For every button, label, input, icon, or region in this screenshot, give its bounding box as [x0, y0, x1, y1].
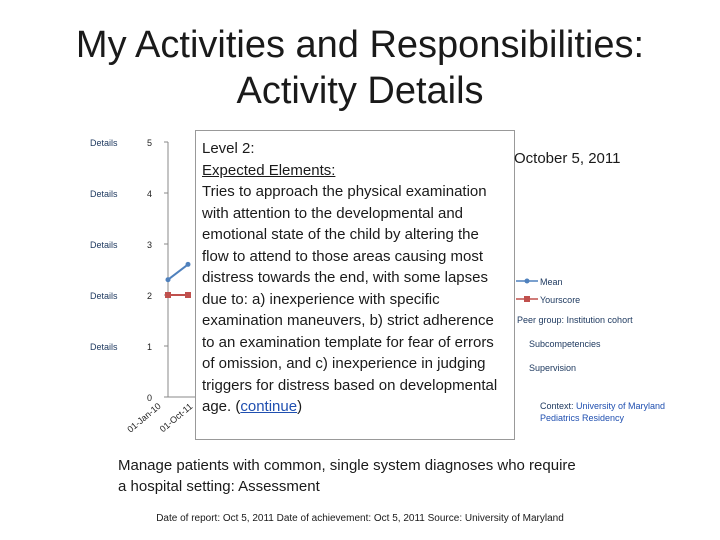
date-heading: October 5, 2011 — [514, 150, 621, 167]
series-line-mean — [168, 264, 188, 279]
subcompetencies-link[interactable]: Subcompetencies — [529, 339, 601, 349]
legend-your-score-swatch — [516, 294, 540, 304]
y-tick-1: 1 — [147, 342, 153, 352]
popup-link-open: ( — [235, 398, 241, 415]
details-link-5[interactable]: Details — [90, 342, 118, 352]
y-tick-3: 3 — [147, 240, 153, 250]
details-link-3[interactable]: Details — [90, 240, 118, 250]
x-tick-label: 01-Jan-10 — [125, 400, 163, 435]
y-tick-5: 5 — [147, 138, 153, 148]
context-label: Context: — [540, 401, 577, 411]
x-tick-labels — [125, 401, 194, 435]
legend-your-score: Yourscore — [540, 295, 581, 305]
chart-series — [165, 262, 191, 298]
legend-mean-marker — [525, 279, 530, 284]
your-score-point — [185, 292, 191, 298]
mean-point — [186, 262, 191, 267]
legend-mean-swatch — [516, 276, 540, 286]
context-org-line-1: University of Maryland — [576, 401, 666, 411]
details-link-1[interactable]: Details — [90, 138, 118, 148]
legend-mean: Mean — [540, 277, 563, 287]
details-link-4[interactable]: Details — [90, 291, 118, 301]
popup-link-close: ) — [297, 398, 303, 415]
mean-point — [166, 277, 171, 282]
your-score-point — [165, 292, 171, 298]
context-info — [540, 400, 665, 424]
title-line-2: Activity Details — [236, 70, 484, 112]
y-tick-0: 0 — [147, 393, 153, 403]
title-line-1: My Activities and Responsibilities: — [75, 24, 645, 66]
details-link-2[interactable]: Details — [90, 189, 118, 199]
y-tick-2: 2 — [147, 291, 153, 301]
context-org-line-2: Pediatrics Residency — [540, 413, 625, 423]
y-tick-4: 4 — [147, 189, 153, 199]
supervision-link[interactable]: Supervision — [529, 363, 577, 373]
x-tick-label: 01-Oct-11 — [157, 401, 195, 435]
legend-your-score-marker — [524, 296, 530, 302]
popup-heading: Expected Elements: — [202, 161, 336, 179]
popup-body: Tries to approach the physical examination with attention to the developmental and emotional state of the child by altering the flow to attend to those areas causing most distress towards the end, with some lapses due to: a) inexperience with specific examination maneuvers, b) strict adherence to an examination template for fear of errors of omission, and c) inexperience in judging triggers for distress based on developmental age. — [202, 183, 498, 415]
continue-link[interactable]: continue — [240, 398, 298, 415]
competency-description: Manage patients with common, single system diagnoses who require a hospital setting: Assessment — [118, 457, 576, 495]
level-detail-popup — [195, 130, 515, 440]
popup-level: Level 2: — [202, 140, 255, 157]
report-footer: Date of report: Oct 5, 2011 Date of achievement: Oct 5, 2011 Source: University of Maryland — [156, 513, 564, 524]
peer-group-label[interactable]: Peer group: Institution cohort — [517, 315, 633, 325]
